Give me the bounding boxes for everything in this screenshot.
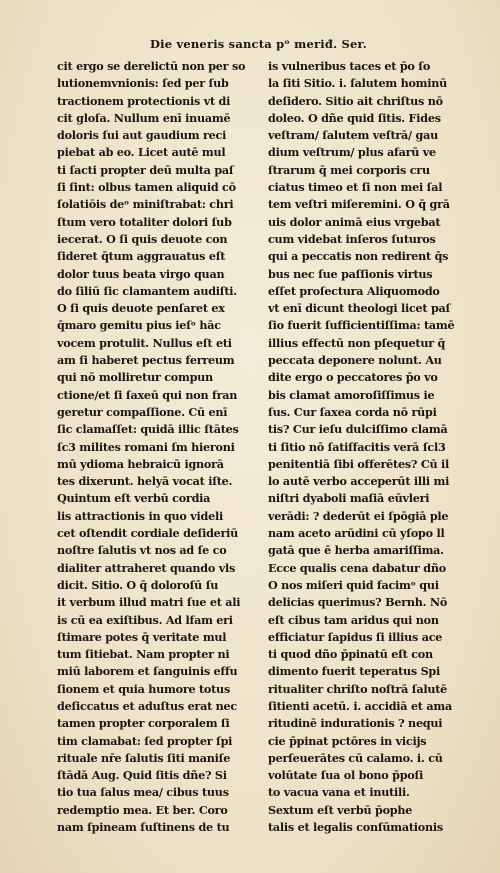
text-line: dolor tuus beata virgo quan <box>57 266 225 281</box>
text-line: ſi ſint: olbus tamen aliquid cō <box>57 180 236 195</box>
text-line: ſtum vero totaliter dolori ſub <box>57 214 232 229</box>
text-line: Sextum eſt verbū p̄ophe <box>268 802 413 817</box>
text-line: cie p̄pinat pctōres in vicijs <box>268 733 427 748</box>
text-line: cit ergo se derelictū non per so <box>57 59 246 73</box>
text-line: cum videbat inſeros ſuturos <box>268 231 436 246</box>
text-line: dicit. Sitio. O q̄ doloroſū ſu <box>57 577 219 592</box>
text-line: dimento fuerit teperatus Spi <box>268 664 440 679</box>
text-line: ctione/et ſi ſaxeū qui non fran <box>57 387 238 402</box>
left-column <box>57 58 262 836</box>
text-line: dium veſtrum/ plus afarū ve <box>268 145 436 160</box>
text-line: tis? Cur ieſu dulciſſimo clamā <box>268 422 448 437</box>
text-line: tes dixerunt. helyā vocat iſte. <box>57 474 233 489</box>
text-line: dite ergo o peccatores p̄o vo <box>268 370 438 385</box>
text-line: q̄maro gemitu pius ieſᵒ hāc <box>57 318 221 333</box>
text-line: uis dolor animā eius vrgebat <box>268 214 441 229</box>
text-line: bus nec ſue paſſionis virtus <box>268 266 433 281</box>
text-line: cit gloſa. Nullum enī inuamē <box>57 110 231 125</box>
text-line: ſionem et quia humore totus <box>57 681 230 696</box>
text-line: ſtrarum q̄ mei corporis cru <box>268 162 430 177</box>
text-line: efficiatur ſapidus ſi illius ace <box>268 629 443 644</box>
text-line: ciatus timeo et ſi non mei ſal <box>268 180 443 195</box>
text-line: tractionem protectionis vt di <box>57 93 231 108</box>
text-line: ti ſacti propter deū multa paſ <box>57 162 234 177</box>
text-line: peccata deponere nolunt. Au <box>268 353 442 368</box>
text-line: ſolatiōis deᵒ miniſtrabat: chri <box>57 197 234 212</box>
text-line: cet oſtendit cordiale deſideriū <box>57 526 239 541</box>
text-line: eſt cibus tam aridus qui non <box>268 612 439 627</box>
text-line: ſtimare potes q̄ veritate mul <box>57 629 227 644</box>
text-line: miū laborem et ſanguinis effu <box>57 664 238 679</box>
text-line: tio tua ſalus mea/ cibus tuus <box>57 785 229 800</box>
text-line: geretur compaſſione. Cū enī <box>57 404 228 419</box>
text-line: ti ſitio nō ſatiſfacitis verā ſcl3 <box>268 439 446 454</box>
text-line: verādi: ? dederūt ei ſpōgiā ple <box>268 508 449 523</box>
text-line: ſc3 milites romani ſm hieroni <box>57 439 235 454</box>
right-column <box>268 58 473 836</box>
text-line: deſiccatus et aduſtus erat nec <box>57 698 237 713</box>
text-line: ritualiter chriſto noſtrā ſalutē <box>268 681 448 696</box>
text-line: ſus. Cur ſaxea corda nō rūpi <box>268 404 437 419</box>
text-line: is cū ea exiſtibus. Ad lfam eri <box>57 612 233 627</box>
text-line: ſic clamaſſet: quidā illic ſtātes <box>57 422 239 437</box>
text-line: do ſiliū ſic clamantem audiſti. <box>57 283 237 298</box>
text-line: tum ſitiebat. Nam propter ni <box>57 647 230 662</box>
text-line: it verbum illud matri ſue et ali <box>57 595 241 610</box>
text-line: nam ſpineam ſuſtinens de tu <box>57 820 230 835</box>
text-line: redemptio mea. Et ber. Coro <box>57 802 228 817</box>
text-line: iecerat. O ſi quis deuote con <box>57 231 228 246</box>
text-line: talis et legalis conſūmationis <box>268 820 443 835</box>
text-line: mū ydioma hebraicū ignorā <box>57 456 224 471</box>
text-line: tem veſtri miſeremini. O q̄ grā <box>268 197 450 212</box>
text-line: la ſiti Sitio. i. ſalutem hominū <box>268 76 448 91</box>
text-line: gatā que ē herba amariſſima. <box>268 543 444 558</box>
text-line: ſideret q̄tum aggrauatus eſt <box>57 249 226 264</box>
text-line: delicias querimus? Bernh. Nō <box>268 595 448 610</box>
text-line: lo autē verbo acceperūt illi mi <box>268 474 450 489</box>
text-line: ſtādā Aug. Quid ſitis dñe? Si <box>57 768 227 783</box>
text-line: niſtri dyaboli maſiā eūvleri <box>268 491 430 506</box>
text-line: lutionemvnionis: ſed per ſub <box>57 76 229 91</box>
text-line: noſtre ſalutis vt nos ad ſe co <box>57 543 227 558</box>
text-line: to vacua vana et inutili. <box>268 785 410 800</box>
text-line: tamen propter corporalem ſi <box>57 716 230 731</box>
running-head: Die veneris sancta pᵒ meriđ. Ser. <box>150 37 367 51</box>
text-line: volūtate ſua ol bono p̄poſi <box>268 768 424 783</box>
text-line: deſidero. Sitio ait chriſtus nō <box>268 93 443 108</box>
text-line: doloris ſui aut gaudium reci <box>57 128 227 143</box>
text-line: ritudinē indurationis ? nequi <box>268 716 443 731</box>
text-line: bis clamat amoroſiſſimus ie <box>268 387 435 402</box>
text-line: ti quod dño p̄pinatū eſt con <box>268 647 433 662</box>
text-line: qui a peccatis non redirent q̄s <box>268 249 449 264</box>
text-line: O nos miſeri quid facimᵒ qui <box>268 577 439 592</box>
text-line: vt enī dicunt theologi licet paſ <box>268 301 451 316</box>
text-line: nam aceto arūdini cū yſopo ll <box>268 526 445 541</box>
text-line: dialiter attraheret quando vls <box>57 560 236 575</box>
text-line: eſſet proſectura Aliquomodo <box>268 283 440 298</box>
text-line: perſeuerātes cū calamo. i. cū <box>268 750 443 765</box>
text-line: ſitienti acetū. i. accidiā et ama <box>268 698 452 713</box>
text-line: piebat ab eo. Licet autē mul <box>57 145 226 160</box>
text-line: lis attractionis in quo videli <box>57 508 223 523</box>
text-line: O ſi quis deuote penſaret ex <box>57 301 225 316</box>
text-line: penitentiā ſibi offerētes? Cū il <box>268 456 450 471</box>
text-line: qui nō molliretur compun <box>57 370 213 385</box>
text-line: Ecce qualis cena dabatur dño <box>268 560 446 575</box>
text-line: veſtram/ ſalutem veſtrā/ gau <box>268 128 438 143</box>
text-line: ſio fuerit ſufficientiſſima: tamē <box>268 318 455 333</box>
text-line: is vulneribus taces et p̄o ſo <box>268 59 431 73</box>
text-line: tim clamabat: ſed propter ſpi <box>57 733 233 748</box>
text-line: illius effectū non pſequetur q̄ <box>268 335 446 350</box>
text-line: rituale nr̄e ſalutis ſiti maniſe <box>57 750 231 765</box>
text-line: Quintum eſt verbū cordia <box>57 491 211 506</box>
text-line: doleo. O dñe quid ſitis. Fides <box>268 110 441 125</box>
text-line: am ſi haberet pectus ferreum <box>57 353 235 368</box>
text-line: vocem protulit. Nullus eſt eti <box>57 335 232 350</box>
